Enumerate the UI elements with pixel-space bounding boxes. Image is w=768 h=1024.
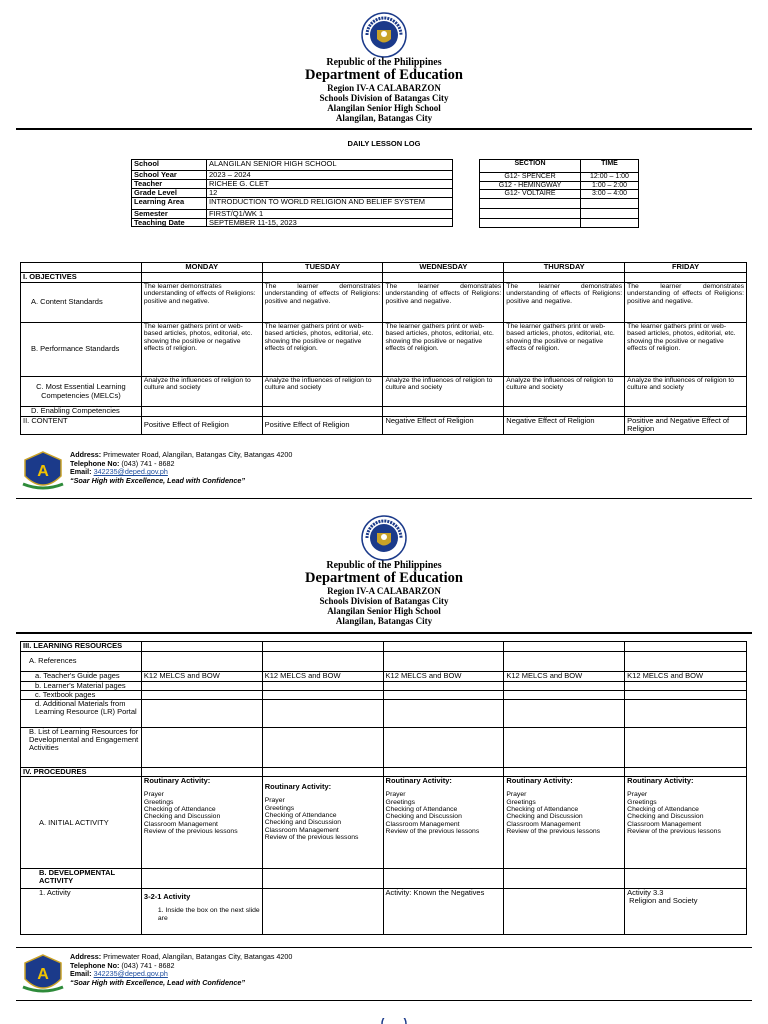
lr-portal-label: d. Additional Materials from Learning Resource (LR) Portal	[21, 700, 142, 728]
procedures-heading: IV. PROCEDURES	[21, 768, 142, 777]
section-cell	[480, 198, 581, 208]
routine-item: Classroom Management	[385, 820, 460, 828]
department-title: Department of Education	[305, 570, 463, 586]
info-value: RICHEE G. CLET	[207, 179, 453, 188]
performance-cell: The learner gathers print or web-based articles, photos, editorial, etc. showing the positive or negative effects of religion.	[383, 323, 504, 377]
melc-cell: Analyze the influences of religion to culture and society	[141, 377, 262, 407]
routinary-heading: Routinary Activity:	[627, 776, 694, 786]
footer-tel-label: Telephone No:	[70, 458, 120, 468]
routine-item: Checking and Discussion	[385, 813, 462, 821]
time-cell	[581, 208, 639, 218]
region-text: Region IV-A CALABARZON	[327, 82, 441, 93]
school-logo-icon	[20, 953, 66, 997]
routine-item: Classroom Management	[264, 826, 339, 834]
corner-cell	[21, 263, 142, 273]
routine-item: Classroom Management	[506, 820, 581, 828]
section-header: SECTION	[480, 160, 581, 173]
routinary-heading: Routinary Activity:	[385, 776, 452, 786]
routine-item: Checking and Discussion	[627, 813, 704, 821]
activity-title: 3-2-1 Activity	[143, 892, 191, 902]
learners-material-label: b. Learner's Material pages	[21, 682, 142, 691]
references-label: A. References	[21, 652, 142, 672]
activity-title: Activity 3.3	[627, 888, 664, 898]
routine-item: Checking of Attendance	[627, 806, 699, 814]
footer-address: Primewater Road, Alangilan, Batangas City, Batangas 4200	[103, 952, 293, 961]
division-text: Schools Division of Batangas City	[319, 595, 449, 606]
time-cell	[581, 218, 639, 227]
footer-email-link[interactable]: 342235@deped.gov.ph	[93, 969, 168, 979]
deped-seal-icon	[361, 515, 407, 561]
routinary-heading: Routinary Activity:	[506, 776, 573, 786]
routine-item: Review of the previous lessons	[506, 828, 601, 836]
info-label: Semester	[132, 209, 207, 218]
time-header: TIME	[581, 160, 639, 173]
teachers-guide-cell: K12 MELCS and BOW	[141, 672, 262, 682]
footer-email-link[interactable]: 342235@deped.gov.ph	[93, 467, 168, 477]
info-value: 12	[207, 188, 453, 197]
routine-item: Checking and Discussion	[143, 813, 221, 821]
routine-item: Checking and Discussion	[506, 813, 583, 821]
info-label: School Year	[132, 171, 207, 180]
svg-text:A: A	[37, 966, 49, 983]
footer-email-label: Email:	[70, 467, 92, 477]
school-text: Alangilan Senior High School	[327, 102, 441, 113]
letterhead	[0, 57, 768, 124]
content-standards-cell: The learner demonstrates understanding of effects of Religions: positive and negative.	[383, 283, 504, 323]
address-text: Alangilan, Batangas City	[335, 112, 433, 123]
routine-item: Checking of Attendance	[506, 806, 579, 814]
info-label: Teaching Date	[132, 218, 207, 227]
info-value: INTRODUCTION TO WORLD RELIGION AND BELIEF SYSTEM	[207, 197, 453, 209]
melc-cell: Analyze the influences of religion to culture and society	[625, 377, 747, 407]
time-cell: 1:00 – 2:00	[581, 181, 639, 190]
routine-item: Classroom Management	[627, 820, 702, 828]
routine-item: Review of the previous lessons	[143, 828, 238, 836]
activity-cell-monday	[141, 889, 262, 935]
routine-cell	[262, 777, 383, 869]
day-header-thursday: THURSDAY	[504, 263, 625, 273]
routine-item: Prayer	[143, 791, 164, 799]
footer-tel: (043) 741 - 8682	[121, 458, 175, 468]
info-label: Grade Level	[132, 188, 207, 197]
svg-text:A: A	[37, 463, 49, 480]
routine-item: Prayer	[627, 791, 648, 799]
routine-item: Prayer	[264, 797, 285, 805]
footer-address: Primewater Road, Alangilan, Batangas City, Batangas 4200	[103, 450, 293, 459]
day-header-tuesday: TUESDAY	[262, 263, 383, 273]
lesson-table-page2	[20, 641, 747, 935]
info-value: 2023 – 2024	[207, 171, 453, 180]
teachers-guide-label: a. Teacher's Guide pages	[21, 672, 142, 682]
activity-item: 1. Inside the box on the next slide are	[157, 907, 260, 922]
section-cell	[480, 208, 581, 218]
section-cell: G12- VOLTAIRE	[480, 190, 581, 199]
header-rule	[16, 632, 752, 634]
routine-item: Checking of Attendance	[264, 812, 337, 820]
section-cell: G12 - HEMINGWAY	[480, 181, 581, 190]
footer-address-label: Address:	[70, 450, 102, 459]
school-logo-icon	[20, 450, 66, 494]
melc-cell: Analyze the influences of religion to culture and society	[383, 377, 504, 407]
melc-label: C. Most Essential Learning Competencies (MELCs)	[21, 377, 142, 407]
routine-cell	[383, 777, 504, 869]
routine-item: Greetings	[385, 798, 415, 806]
info-value: ALANGILAN SENIOR HIGH SCHOOL	[207, 160, 453, 171]
resources-heading: III. LEARNING RESOURCES	[21, 642, 142, 652]
content-cell: Positive Effect of Religion	[262, 417, 383, 435]
performance-cell: The learner gathers print or web-based articles, photos, editorial, etc. showing the positive or negative effects of religion.	[262, 323, 383, 377]
content-standards-cell: The learner demonstrates understanding of effects of Religions: positive and negative.	[625, 283, 747, 323]
footer-tel: (043) 741 - 8682	[121, 960, 175, 970]
content-cell: Positive and Negative Effect of Religion	[625, 417, 747, 435]
performance-standards-label: B. Performance Standards	[21, 323, 142, 377]
teachers-guide-cell: K12 MELCS and BOW	[262, 672, 383, 682]
routine-item: Prayer	[385, 791, 406, 799]
lesson-table-page1	[20, 262, 747, 435]
footer-rule	[16, 947, 752, 948]
activity-cell-friday	[625, 889, 747, 935]
address-text: Alangilan, Batangas City	[335, 615, 433, 626]
content-standards-cell: The learner demonstrates understanding of effects of Religions: positive and negative.	[504, 283, 625, 323]
routine-item: Review of the previous lessons	[264, 834, 359, 842]
content-standards-label: A. Content Standards	[21, 283, 142, 323]
footer-rule	[16, 1000, 752, 1001]
activity-subtitle: Religion and Society	[629, 896, 698, 906]
performance-cell: The learner gathers print or web-based articles, photos, editorial, etc. showing the positive or negative effects of religion.	[625, 323, 747, 377]
routine-item: Greetings	[627, 798, 657, 806]
next-page-seal-icon	[381, 1018, 407, 1024]
day-header-friday: FRIDAY	[625, 263, 747, 273]
routine-item: Greetings	[143, 798, 174, 806]
info-table	[131, 159, 453, 227]
content-cell: Negative Effect of Religion	[383, 417, 504, 435]
activity-cell-thursday	[504, 889, 625, 935]
info-value: SEPTEMBER 11-15, 2023	[207, 218, 453, 227]
activity-label: 1. Activity	[21, 889, 142, 935]
day-header-monday: MONDAY	[141, 263, 262, 273]
teachers-guide-cell: K12 MELCS and BOW	[383, 672, 504, 682]
time-cell	[581, 198, 639, 208]
teachers-guide-cell: K12 MELCS and BOW	[625, 672, 747, 682]
routine-item: Checking of Attendance	[385, 806, 458, 814]
content-standards-cell: The learner demonstrates understanding of effects of Religions: positive and negative.	[262, 283, 383, 323]
info-label: School	[132, 160, 207, 171]
melc-cell: Analyze the influences of religion to culture and society	[262, 377, 383, 407]
info-label: Learning Area	[132, 197, 207, 209]
objectives-heading: I. OBJECTIVES	[21, 273, 142, 283]
activity-cell-wednesday: Activity: Known the Negatives	[383, 889, 504, 935]
content-label: II. CONTENT	[21, 417, 142, 435]
department-title: Department of Education	[305, 67, 463, 83]
melc-cell: Analyze the influences of religion to culture and society	[504, 377, 625, 407]
info-label: Teacher	[132, 179, 207, 188]
content-standards-cell: The learner demonstrates understanding of effects of Religions: positive and negative.	[141, 283, 262, 323]
republic-text: Republic of the Philippines	[326, 57, 442, 68]
routine-item: Review of the previous lessons	[385, 828, 480, 836]
deped-seal-icon	[361, 12, 407, 58]
time-cell: 12:00 – 1:00	[581, 173, 639, 182]
republic-text: Republic of the Philippines	[326, 560, 442, 571]
footer-motto: “Soar High with Excellence, Lead with Confidence”	[70, 977, 245, 987]
footer	[70, 451, 292, 486]
letterhead	[0, 560, 768, 627]
routine-cell	[141, 777, 262, 869]
footer-tel-label: Telephone No:	[70, 960, 120, 970]
resources-list-label: B. List of Learning Resources for Developmental and Engagement Activities	[21, 728, 142, 768]
doc-title: DAILY LESSON LOG	[347, 139, 421, 148]
performance-cell: The learner gathers print or web-based articles, photos, editorial, etc. showing the positive or negative effects of religion.	[141, 323, 262, 377]
routine-item: Greetings	[506, 798, 536, 806]
footer-email-label: Email:	[70, 969, 92, 979]
region-text: Region IV-A CALABARZON	[327, 585, 441, 596]
activity-cell-tuesday	[262, 889, 383, 935]
enabling-label: D. Enabling Competencies	[21, 407, 142, 417]
textbook-label: c. Textbook pages	[21, 691, 142, 700]
division-text: Schools Division of Batangas City	[319, 92, 449, 103]
routine-cell	[625, 777, 747, 869]
day-header-wednesday: WEDNESDAY	[383, 263, 504, 273]
initial-activity-label: A. INITIAL ACTIVITY	[21, 777, 142, 869]
time-cell: 3:00 – 4:00	[581, 190, 639, 199]
content-cell: Negative Effect of Religion	[504, 417, 625, 435]
footer-motto: “Soar High with Excellence, Lead with Confidence”	[70, 475, 245, 485]
routine-item: Classroom Management	[143, 820, 218, 828]
routine-item: Greetings	[264, 804, 295, 812]
routine-item: Checking and Discussion	[264, 819, 342, 827]
routine-item: Prayer	[506, 791, 527, 799]
routine-item: Review of the previous lessons	[627, 828, 721, 836]
footer-rule	[16, 498, 752, 499]
routine-cell	[504, 777, 625, 869]
developmental-activity-label: B. DEVELOPMENTAL ACTIVITY	[21, 869, 142, 889]
routinary-heading: Routinary Activity:	[264, 782, 332, 792]
section-cell	[480, 218, 581, 227]
footer-address-label: Address:	[70, 952, 102, 961]
header-rule	[16, 128, 752, 130]
teachers-guide-cell: K12 MELCS and BOW	[504, 672, 625, 682]
routinary-heading: Routinary Activity:	[143, 776, 211, 786]
routine-item: Checking of Attendance	[143, 806, 216, 814]
content-cell: Positive Effect of Religion	[141, 417, 262, 435]
info-value: FIRST/Q1/WK 1	[207, 209, 453, 218]
performance-cell: The learner gathers print or web-based articles, photos, editorial, etc. showing the positive or negative effects of religion.	[504, 323, 625, 377]
section-table	[479, 159, 639, 228]
school-text: Alangilan Senior High School	[327, 605, 441, 616]
footer	[70, 953, 292, 988]
section-cell: G12- SPENCER	[480, 173, 581, 182]
